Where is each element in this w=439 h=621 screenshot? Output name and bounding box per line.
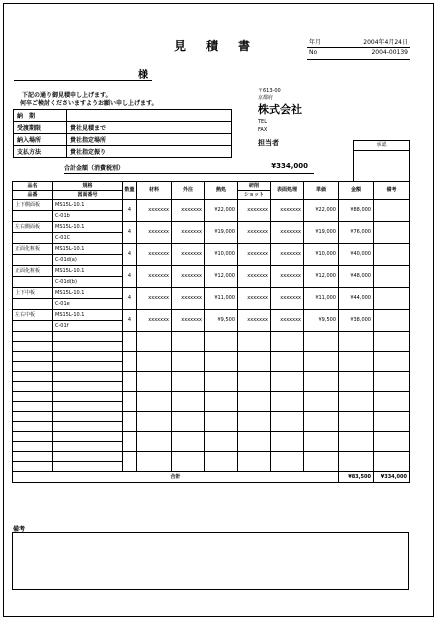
item-surface: xxxxxxx xyxy=(271,200,304,222)
empty-cell xyxy=(53,422,123,432)
customer-line xyxy=(14,70,152,81)
header-material: 材料 xyxy=(137,182,172,200)
item-remarks xyxy=(374,244,410,266)
empty-cell xyxy=(13,412,53,422)
empty-cell xyxy=(339,452,374,472)
empty-cell xyxy=(205,332,238,352)
empty-cell xyxy=(374,392,410,412)
item-row xyxy=(13,200,410,211)
empty-cell xyxy=(123,352,137,372)
item-name: 左右中板 xyxy=(13,310,53,321)
terms-value xyxy=(67,110,232,122)
empty-cell xyxy=(53,462,123,472)
item-row xyxy=(13,310,410,321)
item-grinding: xxxxxxx xyxy=(238,200,271,222)
item-material: xxxxxxx xyxy=(137,266,172,288)
empty-cell xyxy=(205,352,238,372)
empty-cell xyxy=(53,362,123,372)
header-name-2: 品番 xyxy=(13,191,53,200)
item-name: 正面化粧板 xyxy=(13,266,53,277)
estimate-detail-table xyxy=(12,181,410,483)
empty-row xyxy=(13,452,410,462)
empty-cell xyxy=(172,392,205,412)
item-spec: MS15L-10.1 xyxy=(53,288,123,299)
empty-cell xyxy=(13,442,53,452)
item-amount: ¥38,000 xyxy=(339,310,374,332)
empty-cell xyxy=(339,332,374,352)
empty-cell xyxy=(53,352,123,362)
item-row xyxy=(13,288,410,299)
date-label: 年月 xyxy=(309,39,322,46)
empty-cell xyxy=(304,352,339,372)
empty-cell xyxy=(304,392,339,412)
empty-cell xyxy=(238,412,271,432)
terms-value: 貴社見積まで xyxy=(67,122,232,134)
empty-cell xyxy=(53,332,123,342)
empty-cell xyxy=(271,372,304,392)
empty-cell xyxy=(374,332,410,352)
terms-label: 受渡期限 xyxy=(14,122,67,134)
empty-cell xyxy=(137,352,172,372)
item-grinding: xxxxxxx xyxy=(238,310,271,332)
remarks-box xyxy=(12,532,409,590)
item-grinding: xxxxxxx xyxy=(238,266,271,288)
item-row xyxy=(13,244,410,255)
no-label: No xyxy=(309,49,318,56)
item-name-blank xyxy=(13,211,53,222)
item-unit-price: ¥19,000 xyxy=(304,222,339,244)
terms-row xyxy=(14,110,232,122)
empty-cell xyxy=(13,452,53,462)
item-name-blank xyxy=(13,299,53,310)
item-heat: ¥9,500 xyxy=(205,310,238,332)
item-surface: xxxxxxx xyxy=(271,310,304,332)
item-row xyxy=(13,222,410,233)
empty-cell xyxy=(172,372,205,392)
item-qty: 4 xyxy=(123,288,137,310)
empty-cell xyxy=(13,402,53,412)
header-surface: 表面処理 xyxy=(271,182,304,200)
item-outsource: xxxxxxx xyxy=(172,266,205,288)
empty-cell xyxy=(13,382,53,392)
item-outsource: xxxxxxx xyxy=(172,200,205,222)
empty-cell xyxy=(304,332,339,352)
empty-cell xyxy=(123,332,137,352)
item-name-blank xyxy=(13,321,53,332)
item-name: 左右側面板 xyxy=(13,222,53,233)
company-name: 株式会社 xyxy=(258,103,302,116)
customer-suffix: 様 xyxy=(138,70,148,81)
empty-cell xyxy=(271,392,304,412)
item-spec: MS15L-10.1 xyxy=(53,200,123,211)
total-amount-value: ¥334,000 xyxy=(271,162,308,170)
header-unit-price: 単価 xyxy=(304,182,339,200)
header-name: 品名 xyxy=(13,182,53,191)
empty-cell xyxy=(238,452,271,472)
terms-label: 納入場所 xyxy=(14,134,67,146)
header-heat: 熱処 xyxy=(205,182,238,200)
empty-cell xyxy=(13,372,53,382)
date-value: 2004年4月24日 xyxy=(363,39,408,46)
item-amount: ¥88,000 xyxy=(339,200,374,222)
seal-label: 承認 xyxy=(354,141,409,151)
item-unit-price: ¥12,000 xyxy=(304,266,339,288)
empty-cell xyxy=(238,352,271,372)
empty-cell xyxy=(13,332,53,342)
item-heat: ¥19,000 xyxy=(205,222,238,244)
no-value: 2004-00139 xyxy=(371,49,408,56)
empty-row xyxy=(13,352,410,362)
item-spec: MS15L-10.1 xyxy=(53,244,123,255)
empty-cell xyxy=(374,412,410,432)
empty-row xyxy=(13,332,410,342)
empty-cell xyxy=(137,332,172,352)
empty-cell xyxy=(137,392,172,412)
item-qty: 4 xyxy=(123,310,137,332)
item-row xyxy=(13,266,410,277)
empty-row xyxy=(13,392,410,402)
item-amount: ¥40,000 xyxy=(339,244,374,266)
company-postal: 〒613-00 xyxy=(258,88,281,94)
item-name: 正面化粧板 xyxy=(13,244,53,255)
total-row-label: 合計 xyxy=(13,472,339,483)
item-remarks xyxy=(374,288,410,310)
item-surface: xxxxxxx xyxy=(271,288,304,310)
empty-cell xyxy=(271,352,304,372)
item-part-no: C-01d(a) xyxy=(53,255,123,266)
empty-cell xyxy=(123,412,137,432)
date-number-box xyxy=(307,36,410,60)
empty-cell xyxy=(172,452,205,472)
empty-cell xyxy=(123,452,137,472)
item-surface: xxxxxxx xyxy=(271,266,304,288)
item-unit-price: ¥10,000 xyxy=(304,244,339,266)
item-part-no: C-01b xyxy=(53,211,123,222)
empty-cell xyxy=(123,392,137,412)
item-part-no: C-01e xyxy=(53,299,123,310)
item-outsource: xxxxxxx xyxy=(172,244,205,266)
item-outsource: xxxxxxx xyxy=(172,222,205,244)
item-heat: ¥11,000 xyxy=(205,288,238,310)
item-remarks xyxy=(374,266,410,288)
empty-cell xyxy=(271,332,304,352)
item-material: xxxxxxx xyxy=(137,310,172,332)
item-surface: xxxxxxx xyxy=(271,244,304,266)
header-qty: 数量 xyxy=(123,182,137,200)
empty-cell xyxy=(13,342,53,352)
terms-label: 支払方法 xyxy=(14,146,67,158)
item-material: xxxxxxx xyxy=(137,244,172,266)
item-amount: ¥48,000 xyxy=(339,266,374,288)
empty-cell xyxy=(13,432,53,442)
empty-cell xyxy=(304,372,339,392)
header-spec: 規格 xyxy=(53,182,123,191)
item-material: xxxxxxx xyxy=(137,288,172,310)
terms-row xyxy=(14,146,232,158)
empty-cell xyxy=(123,372,137,392)
item-qty: 4 xyxy=(123,244,137,266)
empty-cell xyxy=(339,352,374,372)
empty-cell xyxy=(172,352,205,372)
empty-cell xyxy=(374,372,410,392)
empty-row xyxy=(13,432,410,442)
empty-cell xyxy=(271,452,304,472)
seal-box xyxy=(353,140,410,182)
intro-line-2: 何卒ご検討くださいますようお願い申し上げます。 xyxy=(20,100,158,107)
empty-cell xyxy=(374,432,410,452)
item-name: 上下中板 xyxy=(13,288,53,299)
item-remarks xyxy=(374,310,410,332)
empty-cell xyxy=(123,432,137,452)
empty-cell xyxy=(53,372,123,382)
empty-cell xyxy=(137,452,172,472)
empty-cell xyxy=(205,392,238,412)
company-person-label: 担当者 xyxy=(258,139,279,147)
empty-cell xyxy=(271,412,304,432)
document-title: 見 積 書 xyxy=(174,39,255,53)
item-heat: ¥22,000 xyxy=(205,200,238,222)
empty-cell xyxy=(53,382,123,392)
item-heat: ¥10,000 xyxy=(205,244,238,266)
item-unit-price: ¥11,000 xyxy=(304,288,339,310)
empty-cell xyxy=(13,462,53,472)
empty-cell xyxy=(53,452,123,462)
empty-cell xyxy=(339,392,374,412)
empty-cell xyxy=(53,392,123,402)
company-address: 京都府 xyxy=(258,95,274,101)
empty-cell xyxy=(271,432,304,452)
terms-value: 貴社指定振り xyxy=(67,146,232,158)
header-shot: ショット xyxy=(238,191,271,200)
empty-cell xyxy=(339,412,374,432)
item-name-blank xyxy=(13,255,53,266)
empty-cell xyxy=(238,392,271,412)
item-outsource: xxxxxxx xyxy=(172,288,205,310)
terms-table xyxy=(13,109,232,158)
empty-cell xyxy=(172,332,205,352)
item-amount: ¥44,000 xyxy=(339,288,374,310)
item-qty: 4 xyxy=(123,200,137,222)
total-amount: ¥334,000 xyxy=(374,472,410,483)
header-part-no: 図面番号 xyxy=(53,191,123,200)
item-name-blank xyxy=(13,233,53,244)
item-spec: MS15L-10.1 xyxy=(53,310,123,321)
item-grinding: xxxxxxx xyxy=(238,244,271,266)
empty-cell xyxy=(339,432,374,452)
item-part-no: C-01d(b) xyxy=(53,277,123,288)
header-row xyxy=(13,182,410,191)
terms-row xyxy=(14,134,232,146)
item-surface: xxxxxxx xyxy=(271,222,304,244)
item-part-no: C-01f xyxy=(53,321,123,332)
item-material: xxxxxxx xyxy=(137,222,172,244)
empty-cell xyxy=(172,432,205,452)
empty-cell xyxy=(238,432,271,452)
empty-cell xyxy=(238,332,271,352)
terms-row xyxy=(14,122,232,134)
remarks-label: 備考 xyxy=(13,526,26,533)
item-amount: ¥76,000 xyxy=(339,222,374,244)
total-amount-line xyxy=(64,162,314,174)
empty-cell xyxy=(205,432,238,452)
item-spec: MS15L-10.1 xyxy=(53,222,123,233)
item-heat: ¥12,000 xyxy=(205,266,238,288)
total-amount-label: 合計金額（消費税別） xyxy=(64,165,125,172)
item-unit-price: ¥22,000 xyxy=(304,200,339,222)
item-remarks xyxy=(374,200,410,222)
item-grinding: xxxxxxx xyxy=(238,288,271,310)
empty-cell xyxy=(53,432,123,442)
item-grinding: xxxxxxx xyxy=(238,222,271,244)
item-part-no: C-01C xyxy=(53,233,123,244)
empty-cell xyxy=(137,412,172,432)
empty-cell xyxy=(304,412,339,432)
empty-cell xyxy=(374,452,410,472)
item-unit-price: ¥9,500 xyxy=(304,310,339,332)
terms-label: 納 期 xyxy=(14,110,67,122)
empty-cell xyxy=(172,412,205,432)
total-row xyxy=(13,472,410,483)
empty-cell xyxy=(205,452,238,472)
empty-cell xyxy=(304,452,339,472)
intro-line-1: 下記の通り御見積申し上げます。 xyxy=(22,92,112,99)
empty-cell xyxy=(137,372,172,392)
item-name-blank xyxy=(13,277,53,288)
item-outsource: xxxxxxx xyxy=(172,310,205,332)
empty-cell xyxy=(53,442,123,452)
company-tel-label: TEL xyxy=(258,119,267,125)
company-fax-label: FAX xyxy=(258,127,268,133)
item-name: 上下側面板 xyxy=(13,200,53,211)
header-amount: 金額 xyxy=(339,182,374,200)
empty-cell xyxy=(13,352,53,362)
empty-cell xyxy=(339,372,374,392)
terms-value: 貴社指定場所 xyxy=(67,134,232,146)
empty-cell xyxy=(53,402,123,412)
item-spec: MS15L-10.1 xyxy=(53,266,123,277)
total-unit-price: ¥83,500 xyxy=(339,472,374,483)
empty-row xyxy=(13,412,410,422)
empty-cell xyxy=(13,392,53,402)
empty-cell xyxy=(13,422,53,432)
empty-cell xyxy=(13,362,53,372)
header-remarks: 備考 xyxy=(374,182,410,200)
header-outsource: 外注 xyxy=(172,182,205,200)
empty-row xyxy=(13,372,410,382)
item-remarks xyxy=(374,222,410,244)
empty-cell xyxy=(205,372,238,392)
empty-cell xyxy=(205,412,238,432)
empty-cell xyxy=(53,412,123,422)
item-material: xxxxxxx xyxy=(137,200,172,222)
item-qty: 4 xyxy=(123,222,137,244)
empty-cell xyxy=(238,372,271,392)
empty-cell xyxy=(374,352,410,372)
item-qty: 4 xyxy=(123,266,137,288)
empty-cell xyxy=(137,432,172,452)
header-grinding: 研削 xyxy=(238,182,271,191)
empty-cell xyxy=(53,342,123,352)
empty-cell xyxy=(304,432,339,452)
